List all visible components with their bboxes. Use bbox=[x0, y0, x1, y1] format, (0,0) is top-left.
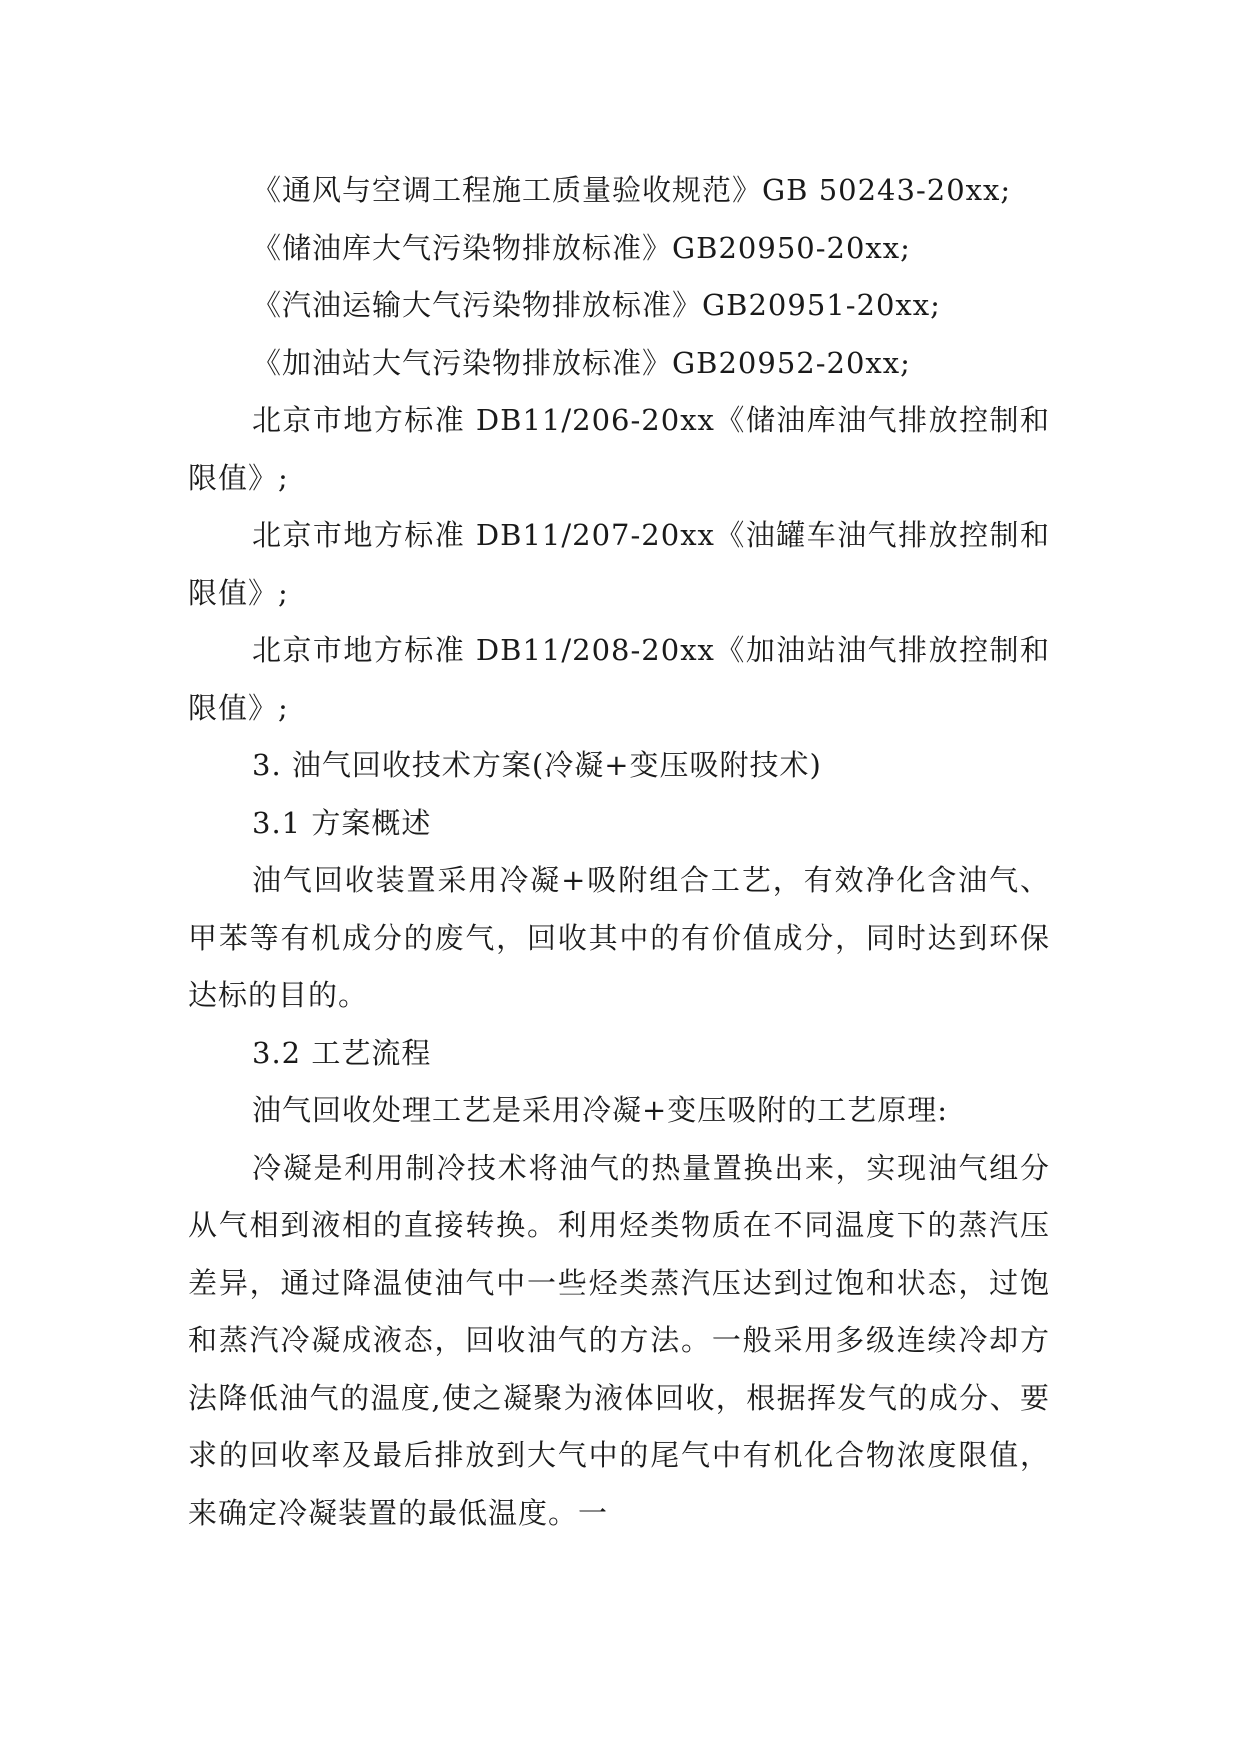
paragraph-standard-gb20952: 《加油站大气污染物排放标准》GB20952-20xx; bbox=[252, 345, 911, 380]
section-heading-3-1: 3.1 方案概述 bbox=[252, 805, 432, 840]
paragraph-standard-gb20950: 《储油库大气污染物排放标准》GB20950-20xx; bbox=[252, 230, 911, 265]
paragraph-standard-gb20951: 《汽油运输大气污染物排放标准》GB20951-20xx; bbox=[252, 288, 941, 322]
paragraph-standard-db11-207: 北京市地方标准 DB11/207-20xx《油罐车油气排放控制和限值》; bbox=[188, 518, 1050, 610]
paragraph-overview: 油气回收装置采用冷凝+吸附组合工艺，有效净化含油气、甲苯等有机成分的废气，回收其中的有价值成分，同时达到环保达标的目的。 bbox=[188, 863, 1050, 1012]
paragraph-standard-db11-206: 北京市地方标准 DB11/206-20xx《储油库油气排放控制和限值》; bbox=[188, 403, 1050, 495]
paragraph-standard-gb50243: 《通风与空调工程施工质量验收规范》GB 50243-20xx; bbox=[252, 173, 1012, 207]
section-heading-3: 3. 油气回收技术方案(冷凝+变压吸附技术) bbox=[252, 748, 822, 782]
document-body bbox=[188, 162, 1050, 1542]
section-heading-3-2: 3.2 工艺流程 bbox=[252, 1035, 432, 1070]
paragraph-process-intro: 油气回收处理工艺是采用冷凝+变压吸附的工艺原理: bbox=[252, 1093, 949, 1127]
paragraph-standard-db11-208: 北京市地方标准 DB11/208-20xx《加油站油气排放控制和限值》; bbox=[188, 633, 1050, 725]
paragraph-condensation: 冷凝是利用制冷技术将油气的热量置换出来，实现油气组分从气相到液相的直接转换。利用烃类物质在不同温度下的蒸汽压差异，通过降温使油气中一些烃类蒸汽压达到过饱和状态，过饱和蒸汽冷凝成液态，回收油气的方法。一般采用多级连续冷却方法降低油气的温度,使之凝聚为液体回收，根据挥发气的成分、要求的回收率及最后排放到大气中的尾气中有机化合物浓度限值，来确定冷凝装置的最低温度。一 bbox=[188, 1150, 1050, 1530]
